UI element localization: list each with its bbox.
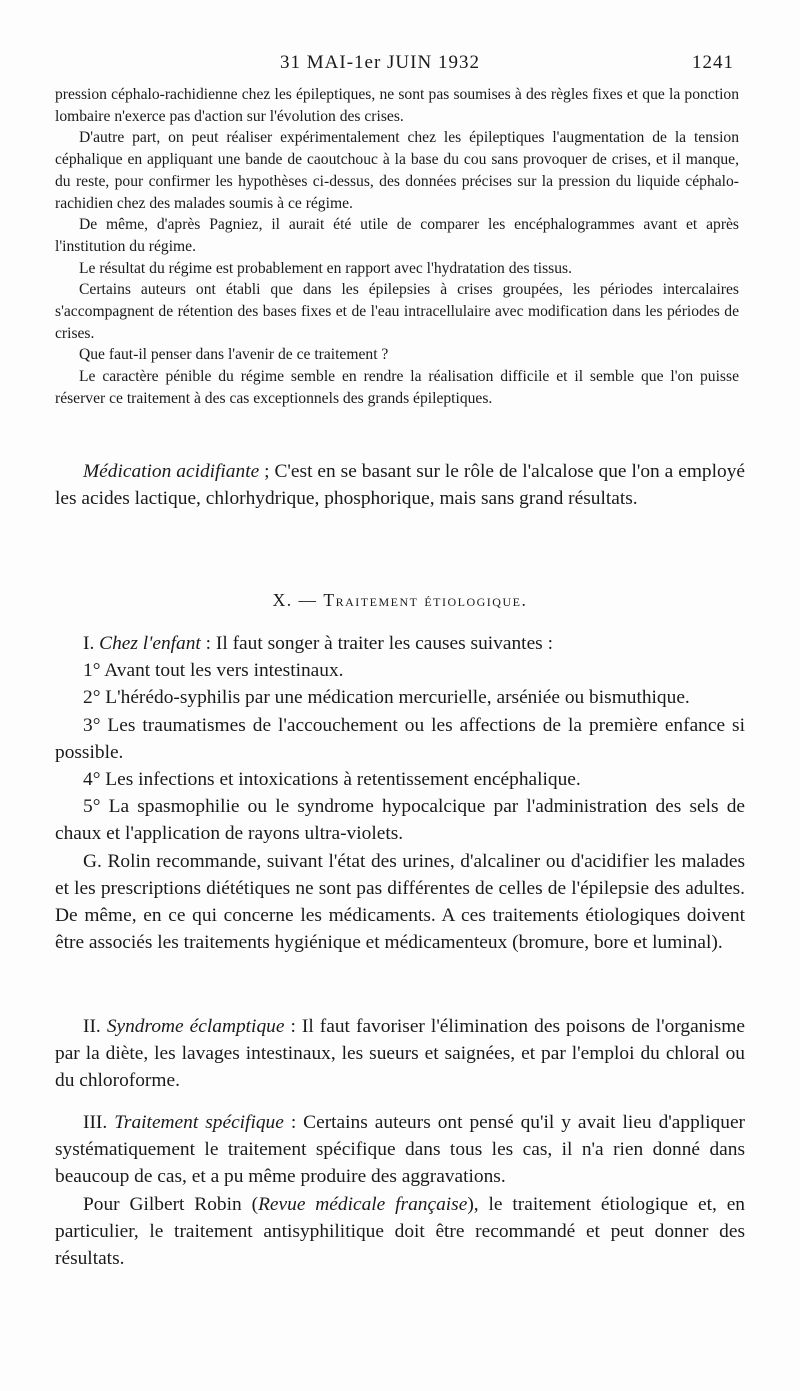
page-number: 1241 (692, 52, 734, 73)
paragraph-syndrome-eclamptique (55, 1013, 745, 1095)
section-number: X. (272, 590, 293, 610)
enfant-number: I. (83, 633, 95, 654)
eclamptique-block (55, 1013, 745, 1095)
header-date: 31 MAI-1er JUIN 1932 (280, 52, 480, 73)
specifique-title: Traitement spécifique (114, 1112, 284, 1133)
paragraph-pagniez: De même, d'après Pagniez, il aurait été utile de comparer les encéphalogrammes avant et après l'institution du régime. (55, 216, 739, 255)
section-title-part2: étiologique. (424, 590, 528, 610)
eclamptique-text: : Il faut favoriser l'élimination des poisons de l'organisme par la diète, les lavages intestinaux, les sueurs et saignées, et par l'emploi du chloral ou du chloroforme. (55, 1016, 745, 1092)
eclamptique-number: II. (83, 1016, 101, 1037)
paragraph-certains-auteurs: Certains auteurs ont établi que dans les épilepsies à crises groupées, les périodes intercalaires s'accompagnent de rétention des bases fixes et de l'eau intracellulaire avec modification dans les périodes de crises. (55, 281, 739, 342)
small-text-block (55, 84, 739, 410)
enfant-intro: : Il faut songer à traiter les causes suivantes : (200, 633, 553, 654)
robin-journal: Revue médicale française (258, 1193, 468, 1215)
paragraph-gilbert-robin (55, 1191, 745, 1273)
acid-block (55, 458, 745, 512)
list-item: 2° L'hérédo-syphilis par une médication mercurielle, arséniée ou bismuthique. (83, 687, 690, 709)
running-header (0, 52, 800, 82)
paragraph-question: Que faut-il penser dans l'avenir de ce traitement ? (79, 346, 389, 364)
enfant-title: Chez l'enfant (99, 633, 201, 654)
robin-post: ), le traitement étiologique et, en particulier, le traitement antisyphilitique doit être recommandé et peut donner des résultats. (55, 1193, 745, 1270)
eclamptique-title: Syndrome éclamptique (106, 1016, 285, 1037)
specifique-number: III. (83, 1112, 108, 1133)
specifique-block (55, 1109, 745, 1272)
paragraph-pression: pression céphalo-rachidienne chez les épileptiques, ne sont pas soumises à des règles fixes et que la ponction lombaire n'exerce pas d'action sur l'évolution des crises. (55, 86, 739, 125)
section-dash: — (298, 590, 318, 610)
paragraph-traitement-specifique (55, 1109, 745, 1191)
specifique-text: : Certains auteurs ont pensé qu'il y avait lieu d'appliquer systématiquement le traitement spécifique dans tous les cas, il n'a rien donné dans beaucoup de cas, et a pu même produire des aggravations. (55, 1112, 746, 1188)
acid-text: ; C'est en se basant sur le rôle de l'alcalose que l'on a employé les acides lactique, chlorhydrique, phosphorique, mais sans grand résultats. (55, 461, 745, 510)
acid-title: Médication acidifiante (83, 461, 260, 482)
list-item: 4° Les infections et intoxications à retentissement encéphalique. (83, 769, 581, 791)
list-item: 1° Avant tout les vers intestinaux. (83, 660, 344, 682)
paragraph-rolin: G. Rolin recommande, suivant l'état des urines, d'alcaliner ou d'acidifier les malades et les prescriptions diététiques ne sont pas différentes de celles de l'épilepsie des adultes. De même, en ce qui concerne les médicaments. A ces traitements étiologiques doivent être associés les traitements hygiénique et médicamenteux (bromure, bore et luminal). (55, 850, 745, 954)
section-title-part1: Traitement (323, 590, 419, 610)
section-heading (0, 590, 800, 611)
paragraph-caractere: Le caractère pénible du régime semble en rendre la réalisation difficile et il semble que l'on puisse réserver ce traitement à des cas exceptionnels des grands épileptiques. (55, 368, 739, 407)
robin-pre: Pour Gilbert Robin ( (83, 1193, 259, 1215)
list-item: 5° La spasmophilie ou le syndrome hypocalcique par l'administration des sels de chaux et l'application de rayons ultra-violets. (55, 796, 745, 845)
paragraph-resultat: Le résultat du régime est probablement en rapport avec l'hydratation des tissus. (79, 259, 572, 277)
paragraph-chez-enfant (55, 630, 745, 657)
paragraph-medication-acidifiante (55, 458, 745, 512)
list-item: 3° Les traumatismes de l'accouchement ou les affections de la première enfance si possible. (55, 714, 745, 763)
paragraph-autre-part: D'autre part, on peut réaliser expérimentalement chez les épileptiques l'augmentation de la tension céphalique en appliquant une bande de caoutchouc à la base du cou sans provoquer de crises, et il manque, du reste, pour confirmer les hypothèses ci-dessus, des données précises sur la pression du liquide céphalo-rachidien chez des malades soumis à ce régime. (55, 129, 739, 212)
enfant-block (55, 630, 745, 956)
